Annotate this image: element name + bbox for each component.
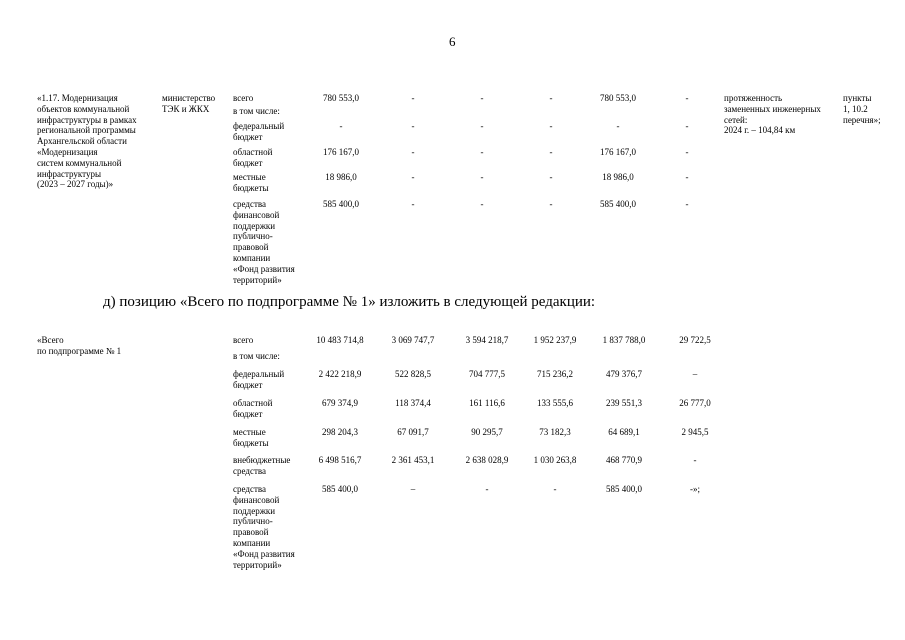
table-cell: 18 986,0 xyxy=(602,172,634,182)
table-cell: 73 182,3 xyxy=(539,427,571,437)
table-cell: – xyxy=(692,369,698,379)
table-cell: 2 638 028,9 xyxy=(465,455,509,465)
table-cell: - xyxy=(693,455,697,465)
table-cell: 176 167,0 xyxy=(600,147,636,157)
table-cell: 239 551,3 xyxy=(606,398,642,408)
table-cell: 10 483 714,8 xyxy=(316,335,364,345)
table-cell: 6 498 516,7 xyxy=(318,455,362,465)
table-cell: - xyxy=(480,147,484,157)
table-cell: – xyxy=(410,484,416,494)
item-description: «Всего по подпрограмме № 1 xyxy=(37,335,122,356)
section-heading: д) позицию «Всего по подпрограмме № 1» изложить в следующей редакции: xyxy=(103,294,596,310)
table-cell: 90 295,7 xyxy=(471,427,503,437)
table-cell: - xyxy=(549,199,553,209)
table-cell: -»; xyxy=(690,484,700,494)
source-label-including: в том числе: xyxy=(233,351,280,361)
source-label-fund: средства финансовой поддержки публично- правовой компании «Фонд развития территорий» xyxy=(233,484,295,570)
table-cell: - xyxy=(480,93,484,103)
table-cell: 479 376,7 xyxy=(606,369,642,379)
table-cell: - xyxy=(411,199,415,209)
table-cell: - xyxy=(685,121,689,131)
table-cell: 2 422 218,9 xyxy=(318,369,362,379)
table-cell: - xyxy=(549,147,553,157)
table-cell: - xyxy=(480,172,484,182)
table-cell: - xyxy=(549,93,553,103)
source-label-total: всего xyxy=(233,93,254,103)
table-cell: 26 777,0 xyxy=(679,398,711,408)
table-cell: 780 553,0 xyxy=(323,93,359,103)
table-cell: 3 594 218,7 xyxy=(465,335,509,345)
table-cell: 1 952 237,9 xyxy=(533,335,577,345)
table-cell: - xyxy=(411,147,415,157)
page-number: 6 xyxy=(449,34,456,49)
source-label-federal: федеральный бюджет xyxy=(233,369,285,390)
table-cell: 2 361 453,1 xyxy=(391,455,435,465)
table-cell: - xyxy=(485,484,489,494)
table-cell: 29 722,5 xyxy=(679,335,711,345)
table-cell: - xyxy=(411,93,415,103)
source-label-fund: средства финансовой поддержки публично- правовой компании «Фонд развития территорий» xyxy=(233,199,295,285)
table-cell: 2 945,5 xyxy=(681,427,709,437)
table-cell: - xyxy=(480,199,484,209)
table-cell: 522 828,5 xyxy=(395,369,431,379)
table-cell: 64 689,1 xyxy=(608,427,640,437)
table-cell: 715 236,2 xyxy=(537,369,573,379)
table-cell: - xyxy=(480,121,484,131)
table-cell: 780 553,0 xyxy=(600,93,636,103)
table-cell: 704 777,5 xyxy=(469,369,505,379)
table-cell: - xyxy=(411,121,415,131)
table-cell: - xyxy=(553,484,557,494)
table-cell: 161 116,6 xyxy=(469,398,505,408)
table-cell: - xyxy=(411,172,415,182)
source-label-regional: областной бюджет xyxy=(233,147,273,168)
table-cell: 585 400,0 xyxy=(606,484,642,494)
table-cell: 679 374,9 xyxy=(322,398,358,408)
source-label-local: местные бюджеты xyxy=(233,427,269,448)
table-cell: 18 986,0 xyxy=(325,172,357,182)
table-cell: 585 400,0 xyxy=(323,199,359,209)
table-cell: 585 400,0 xyxy=(322,484,358,494)
indicator: протяженность замененных инженерных сетей: 2024 г. – 104,84 км xyxy=(724,93,821,136)
table-cell: - xyxy=(339,121,343,131)
source-label-extrabudget: внебюджетные средства xyxy=(233,455,291,476)
table-cell: 585 400,0 xyxy=(600,199,636,209)
table-cell: 118 374,4 xyxy=(395,398,431,408)
source-label-local: местные бюджеты xyxy=(233,172,269,193)
table-cell: - xyxy=(685,147,689,157)
table-cell: - xyxy=(549,172,553,182)
item-description: «1.17. Модернизация объектов коммунальной инфраструктуры в рамках региональной программы Архангельской области «Модернизация систем коммунальной инфраструктуры (2023 – 2027 годы)» xyxy=(37,93,137,190)
table-cell: - xyxy=(685,199,689,209)
table-cell: - xyxy=(549,121,553,131)
source-label-including: в том числе: xyxy=(233,106,280,116)
table-cell: 67 091,7 xyxy=(397,427,429,437)
table-cell: - xyxy=(616,121,620,131)
table-cell: - xyxy=(685,172,689,182)
table-cell: 133 555,6 xyxy=(537,398,573,408)
table-cell: 1 837 788,0 xyxy=(602,335,646,345)
table-cell: - xyxy=(685,93,689,103)
source-label-regional: областной бюджет xyxy=(233,398,273,419)
table-cell: 1 030 263,8 xyxy=(533,455,577,465)
source-label-total: всего xyxy=(233,335,254,345)
table-cell: 3 069 747,7 xyxy=(391,335,435,345)
table-cell: 176 167,0 xyxy=(323,147,359,157)
table-cell: 468 770,9 xyxy=(606,455,642,465)
source-label-federal: федеральный бюджет xyxy=(233,121,285,142)
executor: министерство ТЭК и ЖКХ xyxy=(162,93,216,114)
list-points: пункты 1, 10.2 перечня»; xyxy=(843,93,881,125)
table-cell: 298 204,3 xyxy=(322,427,358,437)
